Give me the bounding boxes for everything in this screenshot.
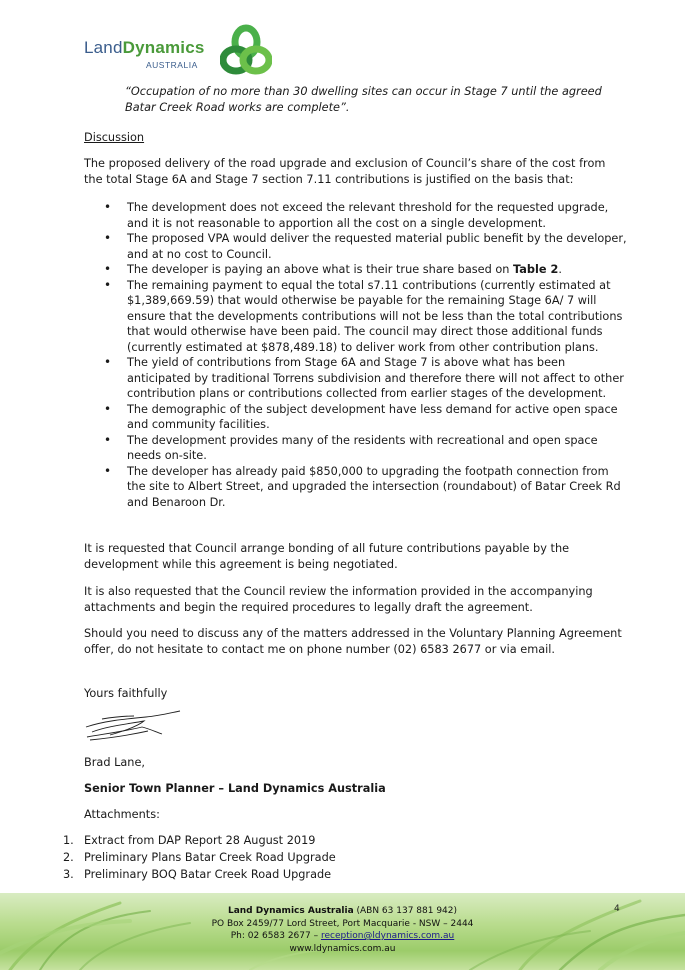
- intro-paragraph: The proposed delivery of the road upgrade and exclusion of Council’s share of the cost from the total Stage 6A and Stage 7 section 7.11 contributions is justified on the basis that:: [84, 157, 606, 186]
- handwritten-signature: [84, 707, 184, 743]
- list-item: 2. Preliminary Plans Batar Creek Road Upgrade: [63, 851, 336, 864]
- signatory-name: Brad Lane,: [84, 756, 145, 769]
- list-item: • The demographic of the subject development have less demand for active open space and community facilities.: [84, 402, 629, 433]
- closing-salutation: Yours faithfully: [84, 687, 168, 700]
- bonding-request-paragraph: It is requested that Council arrange bonding of all future contributions payable by the development while this agreement is being negotiated.: [84, 542, 570, 571]
- logo-wordmark: LandDynamics: [84, 38, 205, 57]
- footer-address: PO Box 2459/77 Lord Street, Port Macquarie - NSW – 2444: [211, 918, 474, 929]
- footer-abn: (ABN 63 137 881 942): [353, 906, 458, 916]
- attachments-list: [60, 833, 336, 884]
- company-logo: [84, 24, 284, 84]
- list-item: • The remaining payment to equal the total s7.11 contributions (currently estimated at $1,389,669.59) that would otherwise be payable for the remaining Stage 6A/ 7 will ensure that the developments contributions will not be less than the total contributions that would otherwise have been paid. The council may direct those additional funds (currently estimated at $878,489.18) to deliver work from other contribution plans.: [84, 278, 629, 356]
- section-heading-discussion: Discussion: [84, 131, 145, 144]
- list-item: • The yield of contributions from Stage 6A and Stage 7 is above what has been anticipated by traditional Torrens subdivision and therefore there will not affect to other contribution plans or contributions collected from earlier stages of the development.: [84, 355, 629, 402]
- list-item: 1. Extract from DAP Report 28 August 2019: [63, 834, 316, 847]
- list-item: • The development provides many of the residents with recreational and open space needs on-site.: [84, 433, 629, 464]
- review-request-paragraph: It is also requested that the Council review the information provided in the accompanying attachments and begin the required procedures to legally draft the agreement.: [84, 585, 593, 614]
- list-item: • The developer has already paid $850,000 to upgrading the footpath connection from the site to Albert Street, and upgraded the intersection (roundabout) of Batar Creek Rd and Benaroon Dr.: [84, 464, 629, 511]
- list-item: • The development does not exceed the relevant threshold for the requested upgrade, and it is not reasonable to apportion all the cost on a single development.: [84, 200, 629, 231]
- logo-knot-icon: [220, 24, 272, 80]
- justification-list: [84, 200, 629, 510]
- footer-email-link[interactable]: reception@ldynamics.com.au: [320, 931, 455, 941]
- signatory-role: Senior Town Planner – Land Dynamics Australia: [84, 782, 386, 795]
- footer-phone: Ph: 02 6583 2677 –: [230, 931, 321, 941]
- logo-subtitle: AUSTRALIA: [146, 60, 198, 70]
- footer-company: Land Dynamics Australia: [227, 906, 354, 916]
- list-item: 3. Preliminary BOQ Batar Creek Road Upgrade: [63, 868, 332, 881]
- quoted-condition: “Occupation of no more than 30 dwelling sites can occur in Stage 7 until the agreed Batar Creek Road works are complete”.: [125, 85, 602, 114]
- list-item: • The developer is paying an above what is their true share based on Table 2.: [84, 262, 629, 278]
- page-number: 4: [614, 904, 620, 914]
- page-footer: [0, 893, 685, 970]
- footer-website[interactable]: www.ldynamics.com.au: [289, 943, 396, 954]
- contact-paragraph: Should you need to discuss any of the matters addressed in the Voluntary Planning Agreement offer, do not hesitate to contact me on phone number (02) 6583 2677 or via email.: [84, 627, 622, 656]
- list-item: • The proposed VPA would deliver the requested material public benefit by the developer, and at no cost to Council.: [84, 231, 629, 262]
- table-reference: Table 2: [513, 263, 559, 276]
- attachments-label: Attachments:: [84, 808, 160, 821]
- footer-contact-block: [0, 905, 685, 955]
